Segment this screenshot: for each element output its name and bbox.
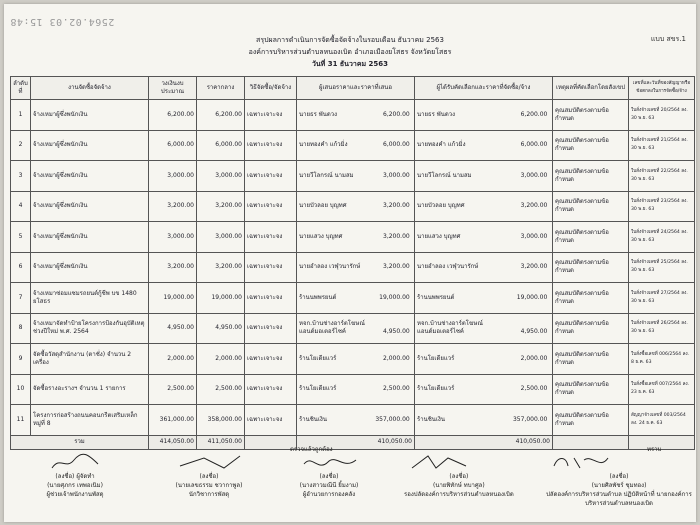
row-contract: ใบสั่งจ้างเลขที่ 27/2564 ลง. 30 พ.ย. 63 xyxy=(629,283,695,314)
row-median: 2,000.00 xyxy=(197,344,245,375)
print-timestamp: 2564.02.03 15:48 xyxy=(10,16,115,27)
table-row xyxy=(11,405,695,436)
table-row xyxy=(11,344,695,375)
row-bid-price: 3,200.00 xyxy=(383,202,410,210)
row-bidder-cell xyxy=(297,161,415,192)
signer-title: ผู้ช่วยเจ้าพนักงานพัสดุ xyxy=(46,491,104,498)
row-bidder-cell xyxy=(297,405,415,436)
row-winner-cell xyxy=(415,161,553,192)
row-winner: ร้านโยเดียแวร์ xyxy=(417,385,455,393)
signer-name: (นางสาวมณีนี ยิ้มงาม) xyxy=(299,482,359,489)
row-bid-price: 357,000.00 xyxy=(375,415,410,423)
row-reason: คุณสมบัติตรงตามข้อกำหนด xyxy=(553,130,629,161)
row-bid-price: 3,000.00 xyxy=(383,171,410,179)
row-contract: ใบสั่งจ้างเลขที่ 24/2564 ลง. 30 พ.ย. 63 xyxy=(629,222,695,253)
row-median: 3,200.00 xyxy=(197,252,245,283)
row-contract: ใบสั่งจ้างเลขที่ 20/2564 ลง. 30 พ.ย. 63 xyxy=(629,100,695,131)
row-contract: ใบสั่งซื้อเลขที่ 006/2564 ลง. 8 ธ.ค. 63 xyxy=(629,344,695,375)
row-item: จ้างเหมาซ่อมแซมรถยนต์กู้ชีพ บข 1480 ยโสธร xyxy=(31,283,149,314)
row-median: 6,000.00 xyxy=(197,130,245,161)
signer-name: (นายศุภกร เทพอเนิม) xyxy=(47,482,103,489)
row-no: 4 xyxy=(11,191,31,222)
row-bidder-cell xyxy=(297,100,415,131)
row-winner: นายแสวง บุญทศ xyxy=(417,232,461,240)
row-method: เฉพาะเจาะจง xyxy=(245,252,297,283)
row-item: จ้างเหมาผู้ซึ่งพนักเงิน xyxy=(31,252,149,283)
row-item: จัดซื้อวัสดุสำนักงาน (ตาชั่ง) จำนวน 2 เครื่อง xyxy=(31,344,149,375)
signature-block-3 xyxy=(294,452,364,499)
signer-title: รองปลัดองค์การบริหารส่วนตำบลหนองเบิด xyxy=(404,491,514,498)
signer-name: (นายเลขธรรม ชวากาพูล) xyxy=(175,482,243,489)
row-budget: 3,200.00 xyxy=(149,191,197,222)
row-bid-price: 2,000.00 xyxy=(383,354,410,362)
table-row xyxy=(11,161,695,192)
row-method: เฉพาะเจาะจง xyxy=(245,344,297,375)
row-contract: ใบสั่งซื้อเลขที่ 007/2564 ลง. 23 ธ.ค. 63 xyxy=(629,374,695,405)
row-win-price: 357,000.00 xyxy=(512,415,548,423)
table-row xyxy=(11,100,695,131)
procurement-table xyxy=(10,76,695,450)
row-bid-price: 6,200.00 xyxy=(383,110,410,118)
row-winner-cell xyxy=(415,313,553,344)
row-contract: ใบสั่งจ้างเลขที่ 22/2564 ลง. 30 พ.ย. 63 xyxy=(629,161,695,192)
table-row xyxy=(11,374,695,405)
handwritten-signature xyxy=(40,452,110,472)
row-no: 8 xyxy=(11,313,31,344)
signer-name: (นายพิทักษ์ ทบาศูล) xyxy=(433,482,485,489)
table-row xyxy=(11,252,695,283)
col-header-budget: วงเงินงบประมาณ xyxy=(149,77,197,100)
form-code: แบบ สขร.1 xyxy=(650,35,686,43)
totals-budget: 414,050.00 xyxy=(149,435,197,449)
row-item: จ้างเหมาผู้ซึ่งพนักเงิน xyxy=(31,161,149,192)
row-item: จ้างเหมาผู้ซึ่งพนักเงิน xyxy=(31,130,149,161)
row-winner: ร้านนพพรยนต์ xyxy=(417,293,455,301)
row-win-price: 3,000.00 xyxy=(520,171,548,179)
sign-prefix: (ลงชื่อ) xyxy=(609,473,629,480)
row-win-price: 3,200.00 xyxy=(520,202,548,210)
row-reason: คุณสมบัติตรงตามข้อกำหนด xyxy=(553,344,629,375)
totals-bid-price: 410,050.00 xyxy=(297,435,415,449)
row-bidder: ร้านโยเดียแวร์ xyxy=(299,385,337,393)
signature-block-5 xyxy=(544,452,694,508)
row-no: 5 xyxy=(11,222,31,253)
row-winner: นายทองคำ แก้วมิ่ง xyxy=(417,141,466,149)
row-bid-price: 19,000.00 xyxy=(379,293,410,301)
row-bid-price: 2,500.00 xyxy=(383,385,410,393)
reviewed-label: ตรวจแล้วถูกต้อง xyxy=(290,446,333,453)
row-win-price: 6,000.00 xyxy=(520,141,548,149)
row-budget: 6,000.00 xyxy=(149,130,197,161)
col-header-contract: เลขที่และวันที่ของสัญญาหรือข้อตกลงในการจัดซื้อ/จ้าง xyxy=(629,77,695,100)
row-budget: 3,000.00 xyxy=(149,222,197,253)
row-bidder: นายอำลอง เวฬุวนารักษ์ xyxy=(299,263,361,271)
row-budget: 3,000.00 xyxy=(149,161,197,192)
row-no: 10 xyxy=(11,374,31,405)
row-winner-cell xyxy=(415,283,553,314)
row-bidder-cell xyxy=(297,222,415,253)
row-winner-cell xyxy=(415,191,553,222)
col-header-method: วิธีจัดซื้อ/จัดจ้าง xyxy=(245,77,297,100)
row-winner: ร้านโยเดียแวร์ xyxy=(417,354,455,362)
row-winner-cell xyxy=(415,222,553,253)
row-item: จ้างเหมาผู้ซึ่งพนักเงิน xyxy=(31,100,149,131)
row-contract: สัญญาจ้างเลขที่ 003/2564 ลง. 24 ธ.ค. 63 xyxy=(629,405,695,436)
row-win-price: 6,200.00 xyxy=(520,110,548,118)
table-row xyxy=(11,191,695,222)
row-budget: 4,950.00 xyxy=(149,313,197,344)
table-row xyxy=(11,313,695,344)
row-winner-cell xyxy=(415,405,553,436)
row-budget: 2,000.00 xyxy=(149,344,197,375)
row-win-price: 3,200.00 xyxy=(520,263,548,271)
row-no: 2 xyxy=(11,130,31,161)
row-reason: คุณสมบัติตรงตามข้อกำหนด xyxy=(553,405,629,436)
row-no: 7 xyxy=(11,283,31,314)
row-no: 9 xyxy=(11,344,31,375)
row-bidder: หจก.บ้านช่างอาร์ตโฆษณ์ แอนด์มอเตอร์ไซค์ xyxy=(299,320,365,336)
row-method: เฉพาะเจาะจง xyxy=(245,374,297,405)
row-no: 6 xyxy=(11,252,31,283)
row-bidder: ร้านโยเดียแวร์ xyxy=(299,354,337,362)
row-median: 6,200.00 xyxy=(197,100,245,131)
sign-prefix: (ลงชื่อ) xyxy=(319,473,339,480)
signature-block-2 xyxy=(174,452,244,499)
signer-name: (นายศิลพัชร์ ชุมทอง) xyxy=(591,482,647,489)
row-no: 1 xyxy=(11,100,31,131)
row-bidder-cell xyxy=(297,344,415,375)
handwritten-signature xyxy=(174,452,244,472)
col-header-no: ลำดับที่ xyxy=(11,77,31,100)
row-winner: นายบัวลอย บุญทศ xyxy=(417,202,465,210)
col-header-bidder: ผู้เสนอราคาและราคาที่เสนอ xyxy=(297,77,415,100)
row-bidder: นายบัวลอย บุญทศ xyxy=(299,202,347,210)
row-bidder-cell xyxy=(297,130,415,161)
sign-role: ผู้จัดทำ xyxy=(76,473,95,480)
row-bidder-cell xyxy=(297,191,415,222)
col-header-item: งานจัดซื้อจัดจ้าง xyxy=(31,77,149,100)
row-winner: หจก.บ้านช่างอาร์ตโฆษณ์ แอนด์มอเตอร์ไซค์ xyxy=(417,320,483,336)
row-bidder-cell xyxy=(297,374,415,405)
row-contract: ใบสั่งจ้างเลขที่ 25/2564 ลง. 30 พ.ย. 63 xyxy=(629,252,695,283)
row-winner-cell xyxy=(415,252,553,283)
row-win-price: 3,000.00 xyxy=(520,232,548,240)
totals-win-price: 410,050.00 xyxy=(415,435,553,449)
signature-block-4 xyxy=(404,452,514,499)
row-method: เฉพาะเจาะจง xyxy=(245,405,297,436)
row-item: จัดซื้อรางอะรางฯ จำนวน 1 รายการ xyxy=(31,374,149,405)
row-bidder: ร้านชินเงิน xyxy=(299,415,327,423)
document-sheet xyxy=(4,4,696,522)
row-bid-price: 4,950.00 xyxy=(383,328,410,336)
totals-label: รวม xyxy=(11,435,149,449)
row-bid-price: 6,000.00 xyxy=(383,141,410,149)
row-budget: 3,200.00 xyxy=(149,252,197,283)
row-winner: นายวีโลกรณ์ นามสม xyxy=(417,171,472,179)
row-method: เฉพาะเจาะจง xyxy=(245,130,297,161)
row-median: 3,000.00 xyxy=(197,222,245,253)
row-bidder-cell xyxy=(297,283,415,314)
row-no: 3 xyxy=(11,161,31,192)
document-header xyxy=(4,34,696,70)
table-row xyxy=(11,222,695,253)
row-median: 4,950.00 xyxy=(197,313,245,344)
row-method: เฉพาะเจาะจง xyxy=(245,222,297,253)
row-winner: นายธร พันดวง xyxy=(417,110,456,118)
row-item: จ้างเหมาจัดทำป้ายโครงการป้องกันอุบัติเหตุช่วงปีใหม่ พ.ศ. 2564 xyxy=(31,313,149,344)
row-winner-cell xyxy=(415,100,553,131)
row-contract: ใบสั่งจ้างเลขที่ 26/2564 ลง. 30 พ.ย. 63 xyxy=(629,313,695,344)
row-median: 358,000.00 xyxy=(197,405,245,436)
document-title: สรุปผลการดำเนินการจัดซื้อจัดจ้างในรอบเดือน ธันวาคม 2563 xyxy=(256,36,444,44)
signer-title: ปลัดองค์การบริหารส่วนตำบล ปฏิบัติหน้าที่ นายกองค์การบริหารส่วนตำบลหนองเบิด xyxy=(546,491,692,507)
table-row xyxy=(11,283,695,314)
sign-prefix: (ลงชื่อ) xyxy=(55,473,75,480)
row-winner-cell xyxy=(415,130,553,161)
row-budget: 361,000.00 xyxy=(149,405,197,436)
table-row xyxy=(11,130,695,161)
signature-section xyxy=(4,444,696,522)
row-bidder: นายธร พันดวง xyxy=(299,110,338,118)
row-method: เฉพาะเจาะจง xyxy=(245,283,297,314)
row-bidder: นายวีโลกรณ์ นามสม xyxy=(299,171,354,179)
row-reason: คุณสมบัติตรงตามข้อกำหนด xyxy=(553,191,629,222)
row-winner: ร้านชินเงิน xyxy=(417,415,445,423)
row-winner: นายอำลอง เวฬุวนารักษ์ xyxy=(417,263,479,271)
row-reason: คุณสมบัติตรงตามข้อกำหนด xyxy=(553,313,629,344)
row-win-price: 2,500.00 xyxy=(520,385,548,393)
signer-title: นักวิชาการพัสดุ xyxy=(188,491,230,498)
row-item: โครงการก่อสร้างถนนคอนกรีตเสริมเหล็ก หมู่ที่ 8 xyxy=(31,405,149,436)
col-header-winner: ผู้ได้รับคัดเลือกและราคาที่จัดซื้อ/จ้าง xyxy=(415,77,553,100)
signature-block-1 xyxy=(40,452,110,499)
row-item: จ้างเหมาผู้ซึ่งพนักเงิน xyxy=(31,191,149,222)
row-bid-price: 3,200.00 xyxy=(383,232,410,240)
row-reason: คุณสมบัติตรงตามข้อกำหนด xyxy=(553,222,629,253)
document-date: วันที่ 31 ธันวาคม 2563 xyxy=(311,60,389,68)
row-winner-cell xyxy=(415,344,553,375)
col-header-median: ราคากลาง xyxy=(197,77,245,100)
row-contract: ใบสั่งจ้างเลขที่ 21/2564 ลง. 30 พ.ย. 63 xyxy=(629,130,695,161)
row-budget: 2,500.00 xyxy=(149,374,197,405)
row-reason: คุณสมบัติตรงตามข้อกำหนด xyxy=(553,252,629,283)
row-median: 2,500.00 xyxy=(197,374,245,405)
row-win-price: 2,000.00 xyxy=(520,354,548,362)
row-bidder: นายทองคำ แก้วมิ่ง xyxy=(299,141,348,149)
row-winner-cell xyxy=(415,374,553,405)
row-budget: 19,000.00 xyxy=(149,283,197,314)
acknowledged-label: ทราบ xyxy=(647,446,662,453)
row-win-price: 4,950.00 xyxy=(520,328,548,336)
row-bidder: ร้านนพพรยนต์ xyxy=(299,293,337,301)
row-bidder-cell xyxy=(297,252,415,283)
row-bidder-cell xyxy=(297,313,415,344)
col-header-reason: เหตุผลที่คัดเลือกโดยสังเขป xyxy=(553,77,629,100)
row-win-price: 19,000.00 xyxy=(516,293,548,301)
row-no: 11 xyxy=(11,405,31,436)
row-bid-price: 3,200.00 xyxy=(383,263,410,271)
table-header-row xyxy=(11,77,695,100)
row-method: เฉพาะเจาะจง xyxy=(245,313,297,344)
row-method: เฉพาะเจาะจง xyxy=(245,161,297,192)
handwritten-signature xyxy=(404,452,474,472)
row-item: จ้างเหมาผู้ซึ่งพนักเงิน xyxy=(31,222,149,253)
organization-name: องค์การบริหารส่วนตำบลหนองเบิด อำเภอเมืองยโสธร จังหวัดยโสธร xyxy=(248,48,452,56)
row-contract: ใบสั่งจ้างเลขที่ 23/2564 ลง. 30 พ.ย. 63 xyxy=(629,191,695,222)
row-method: เฉพาะเจาะจง xyxy=(245,191,297,222)
row-median: 3,200.00 xyxy=(197,191,245,222)
row-reason: คุณสมบัติตรงตามข้อกำหนด xyxy=(553,283,629,314)
totals-median: 411,050.00 xyxy=(197,435,245,449)
row-reason: คุณสมบัติตรงตามข้อกำหนด xyxy=(553,100,629,131)
sign-prefix: (ลงชื่อ) xyxy=(199,473,219,480)
row-reason: คุณสมบัติตรงตามข้อกำหนด xyxy=(553,374,629,405)
signer-title: ผู้อำนวยการกองคลัง xyxy=(302,491,356,498)
row-median: 19,000.00 xyxy=(197,283,245,314)
row-reason: คุณสมบัติตรงตามข้อกำหนด xyxy=(553,161,629,192)
row-bidder: นายแสวง บุญทศ xyxy=(299,232,343,240)
handwritten-signature xyxy=(544,452,614,472)
row-method: เฉพาะเจาะจง xyxy=(245,100,297,131)
row-budget: 6,200.00 xyxy=(149,100,197,131)
sign-prefix: (ลงชื่อ) xyxy=(449,473,469,480)
handwritten-signature xyxy=(294,452,364,472)
row-median: 3,000.00 xyxy=(197,161,245,192)
